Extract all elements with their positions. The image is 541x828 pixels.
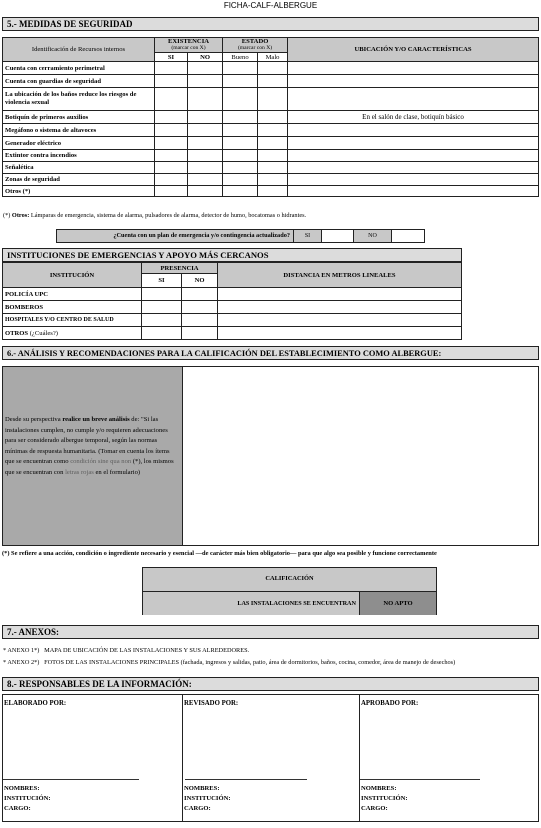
- plan-no-label: NO: [354, 230, 392, 242]
- rating-box: [142, 567, 437, 615]
- estado-malo-cell[interactable]: [258, 88, 288, 111]
- existencia-no-cell[interactable]: [188, 111, 223, 124]
- estado-malo-cell[interactable]: [258, 162, 288, 174]
- section-8-title: 8.- RESPONSABLES DE LA INFORMACIÓN:: [7, 679, 192, 689]
- table-row: [3, 62, 539, 75]
- table-row: [3, 75, 539, 88]
- col-header-ubicacion: UBICACIÓN Y/O CARACTERÍSTICAS: [288, 38, 539, 62]
- signature-line: [360, 779, 480, 780]
- elaborado-heading: ELABORADO POR:: [4, 700, 67, 707]
- existencia-no-cell[interactable]: [188, 162, 223, 174]
- table-row: [3, 314, 462, 327]
- table-row: [3, 150, 539, 162]
- presencia-si-cell[interactable]: [142, 327, 182, 340]
- ubicacion-cell[interactable]: [288, 150, 539, 162]
- ubicacion-cell[interactable]: [288, 88, 539, 111]
- existencia-si-cell[interactable]: [155, 137, 188, 150]
- col-header-identificacion: Identificación de Recursos internos: [3, 38, 155, 62]
- section-5-title: 5.- MEDIDAS DE SEGURIDAD: [7, 19, 133, 29]
- row-label: Otros (*): [3, 186, 155, 197]
- existencia-si-cell[interactable]: [155, 186, 188, 197]
- distancia-cell[interactable]: [218, 314, 462, 327]
- institutions-title: INSTITUCIONES DE EMERGENCIAS Y APOYO MÁS CERCANOS: [7, 250, 269, 260]
- row-label: Generador eléctrico: [3, 137, 155, 150]
- ubicacion-cell[interactable]: [288, 162, 539, 174]
- plan-si-box[interactable]: [322, 230, 354, 242]
- section-6-header: [2, 346, 539, 360]
- estado-malo-cell[interactable]: [258, 150, 288, 162]
- annex-1-text: MAPA DE UBICACIÓN DE LAS INSTALACIONES Y SUS ALREDEDORES.: [44, 647, 250, 654]
- table-row: [3, 288, 462, 301]
- ubicacion-cell[interactable]: [288, 62, 539, 75]
- table-row: [3, 174, 539, 186]
- estado-bueno-cell[interactable]: [223, 75, 258, 88]
- emergency-plan-row: [56, 229, 425, 243]
- responsables-table: [2, 694, 539, 822]
- others-note: (¿Cuáles?): [29, 329, 58, 337]
- col-header-presencia: PRESENCIA: [142, 263, 218, 274]
- col-header-institucion: INSTITUCIÓN: [3, 263, 142, 288]
- existencia-label: EXISTENCIA: [167, 38, 210, 45]
- presencia-no-cell[interactable]: [182, 327, 218, 340]
- presencia-no-header: NO: [182, 274, 218, 288]
- presencia-no-cell[interactable]: [182, 301, 218, 314]
- col-header-existencia: [155, 38, 223, 53]
- instr-part-2: de: "Si las instalaciones cumplen, no cumple y/o requieren adecuaciones para ser considerado albergue temporal, según las normas mínimas de respuesta humanitaria.: [5, 416, 168, 455]
- presencia-si-cell[interactable]: [142, 301, 182, 314]
- ubicacion-cell[interactable]: [288, 186, 539, 197]
- presencia-si-cell[interactable]: [142, 288, 182, 301]
- nombres-label: NOMBRES:: [184, 785, 220, 792]
- instr-part-3: (Tomar en cuenta los ítems que se encuentran como: [5, 447, 170, 465]
- row-label: Megáfono o sistema de altavoces: [3, 124, 155, 137]
- estado-malo-header: Malo: [258, 53, 288, 62]
- revisado-heading: REVISADO POR:: [184, 700, 239, 707]
- existencia-no-cell[interactable]: [188, 174, 223, 186]
- institucion-label: INSTITUCIÓN:: [361, 795, 408, 802]
- estado-label: ESTADO: [241, 38, 269, 45]
- ubicacion-cell[interactable]: En el salón de clase, botiquín básico: [288, 111, 539, 124]
- distancia-cell[interactable]: [218, 301, 462, 314]
- cargo-label: CARGO:: [184, 805, 211, 812]
- rating-label: CALIFICACIÓN: [143, 568, 436, 592]
- existencia-si-cell[interactable]: [155, 111, 188, 124]
- instr-part-4: (*), los mismos que se encuentran con: [5, 458, 174, 476]
- row-label: Botiquín de primeros auxilios: [3, 111, 155, 124]
- institutions-table: [2, 262, 462, 340]
- others-label: OTROS: [5, 329, 29, 337]
- row-label: Señalética: [3, 162, 155, 174]
- instr-part-5: en el formulario): [93, 468, 141, 476]
- estado-malo-cell[interactable]: [258, 174, 288, 186]
- table-row: [3, 137, 539, 150]
- table-row: [3, 124, 539, 137]
- row-label: Cuenta con guardias de seguridad: [3, 75, 155, 88]
- rating-statement: LAS INSTALACIONES SE ENCUENTRAN: [143, 592, 360, 615]
- estado-bueno-cell[interactable]: [223, 174, 258, 186]
- row-label: POLICÍA UPC: [3, 288, 142, 301]
- others-note: [3, 212, 306, 219]
- estado-bueno-cell[interactable]: [223, 186, 258, 197]
- instr-red-letters: letras rojas: [65, 468, 94, 476]
- nombres-label: NOMBRES:: [4, 785, 40, 792]
- existencia-si-cell[interactable]: [155, 124, 188, 137]
- section-6-title: 6.- ANÁLISIS Y RECOMENDACIONES PARA LA CALIFICACIÓN DEL ESTABLECIMIENTO COMO ALBERGUE:: [7, 349, 442, 358]
- estado-bueno-cell[interactable]: [223, 137, 258, 150]
- cargo-label: CARGO:: [4, 805, 31, 812]
- col-header-estado: [223, 38, 288, 53]
- existencia-si-cell[interactable]: [155, 62, 188, 75]
- existencia-no-cell[interactable]: [188, 186, 223, 197]
- annex-2-text: FOTOS DE LAS INSTALACIONES PRINCIPALES (fachada, ingresos y salidas, patio, área de dormitorios, baños, cocina, comedor, área de manejo de desechos): [44, 659, 456, 666]
- estado-bueno-cell[interactable]: [223, 162, 258, 174]
- existencia-si-header: SI: [155, 53, 188, 62]
- section-8-header: [2, 677, 539, 691]
- signature-line: [185, 779, 307, 780]
- aprobado-column[interactable]: [360, 695, 538, 821]
- ubicacion-cell[interactable]: [288, 124, 539, 137]
- estado-bueno-cell[interactable]: [223, 111, 258, 124]
- rating-value[interactable]: NO APTO: [360, 592, 436, 615]
- existencia-si-cell[interactable]: [155, 174, 188, 186]
- elaborado-column[interactable]: [3, 695, 183, 821]
- security-measures-table: [2, 37, 539, 197]
- estado-bueno-cell[interactable]: [223, 150, 258, 162]
- row-label: HOSPITALES Y/O CENTRO DE SALUD: [3, 314, 142, 327]
- distancia-cell[interactable]: [218, 327, 462, 340]
- presencia-no-cell[interactable]: [182, 314, 218, 327]
- instr-bold: realice un breve análisis: [62, 416, 130, 423]
- note-mark: (*): [3, 212, 11, 219]
- ubicacion-cell[interactable]: [288, 137, 539, 150]
- table-row: [3, 111, 539, 124]
- aprobado-heading: APROBADO POR:: [361, 700, 419, 707]
- existencia-no-cell[interactable]: [188, 137, 223, 150]
- document-title: FICHA-CALF-ALBERGUE: [223, 1, 318, 10]
- signature-line: [3, 779, 139, 780]
- list-item: [3, 657, 538, 669]
- existencia-no-header: NO: [188, 53, 223, 62]
- estado-bueno-cell[interactable]: [223, 88, 258, 111]
- estado-malo-cell[interactable]: [258, 75, 288, 88]
- existencia-no-cell[interactable]: [188, 150, 223, 162]
- existencia-no-cell[interactable]: [188, 75, 223, 88]
- estado-malo-cell[interactable]: [258, 186, 288, 197]
- section-7-title: 7.- ANEXOS:: [7, 627, 60, 637]
- analysis-box: [2, 366, 539, 546]
- ubicacion-cell[interactable]: [288, 75, 539, 88]
- instr-part-1: Desde su perspectiva: [5, 416, 63, 423]
- annex-1-mark: * ANEXO 1*): [3, 647, 40, 654]
- row-label: Extintor contra incendios: [3, 150, 155, 162]
- row-label: [3, 327, 142, 340]
- presencia-si-cell[interactable]: [142, 314, 182, 327]
- note-text: Lámparas de emergencia, sistema de alarma, pulsadores de alarma, detector de humo, bocatomas o hidrantes.: [29, 212, 307, 219]
- existencia-note: (marcar con X): [171, 45, 206, 51]
- existencia-no-cell[interactable]: [188, 88, 223, 111]
- section-5-header: [2, 17, 539, 31]
- plan-si-label: SI: [294, 230, 322, 242]
- analysis-instructions: [3, 367, 183, 545]
- annex-2-mark: * ANEXO 2*): [3, 659, 40, 666]
- row-label: Cuenta con cerramiento perimetral: [3, 62, 155, 75]
- estado-note: (marcar con X): [237, 45, 273, 51]
- existencia-si-cell[interactable]: [155, 150, 188, 162]
- section-7-header: [2, 625, 539, 639]
- table-row: [3, 88, 539, 111]
- institucion-label: INSTITUCIÓN:: [184, 795, 231, 802]
- estado-bueno-header: Bueno: [223, 53, 258, 62]
- distancia-cell[interactable]: [218, 288, 462, 301]
- annex-list: [3, 645, 538, 669]
- estado-bueno-cell[interactable]: [223, 62, 258, 75]
- table-row: [3, 186, 539, 197]
- existencia-no-cell[interactable]: [188, 62, 223, 75]
- note-bold: Otros:: [11, 212, 30, 219]
- plan-no-box[interactable]: [392, 230, 424, 242]
- emergency-plan-question: ¿Cuenta con un plan de emergencia y/o contingencia actualizado?: [57, 230, 294, 242]
- list-item: [3, 645, 538, 657]
- existencia-si-cell[interactable]: [155, 75, 188, 88]
- institutions-header: [2, 248, 462, 262]
- existencia-no-cell[interactable]: [188, 124, 223, 137]
- existencia-si-cell[interactable]: [155, 162, 188, 174]
- presencia-no-cell[interactable]: [182, 288, 218, 301]
- analysis-text-area[interactable]: [183, 367, 538, 545]
- col-header-distancia: DISTANCIA EN METROS LINEALES: [218, 263, 462, 288]
- table-row: [3, 162, 539, 174]
- table-row: [3, 327, 462, 340]
- row-label: La ubicación de los baños reduce los riesgos de violencia sexual: [3, 88, 155, 111]
- nombres-label: NOMBRES:: [361, 785, 397, 792]
- row-label: Zonas de seguridad: [3, 174, 155, 186]
- sine-qua-non-footnote: (*) Se refiere a una acción, condición o ingrediente necesario y esencial —de carácter más bien obligatorio— para que algo sea posible y funcione correctamente: [2, 550, 437, 557]
- table-row: [3, 301, 462, 314]
- cargo-label: CARGO:: [361, 805, 388, 812]
- estado-malo-cell[interactable]: [258, 62, 288, 75]
- estado-malo-cell[interactable]: [258, 124, 288, 137]
- estado-malo-cell[interactable]: [258, 137, 288, 150]
- presencia-si-header: SI: [142, 274, 182, 288]
- estado-bueno-cell[interactable]: [223, 124, 258, 137]
- existencia-si-cell[interactable]: [155, 88, 188, 111]
- estado-malo-cell[interactable]: [258, 111, 288, 124]
- instr-sine-qua-non: condición sine qua non: [70, 458, 132, 465]
- revisado-column[interactable]: [183, 695, 360, 821]
- row-label: BOMBEROS: [3, 301, 142, 314]
- ubicacion-cell[interactable]: [288, 174, 539, 186]
- institucion-label: INSTITUCIÓN:: [4, 795, 51, 802]
